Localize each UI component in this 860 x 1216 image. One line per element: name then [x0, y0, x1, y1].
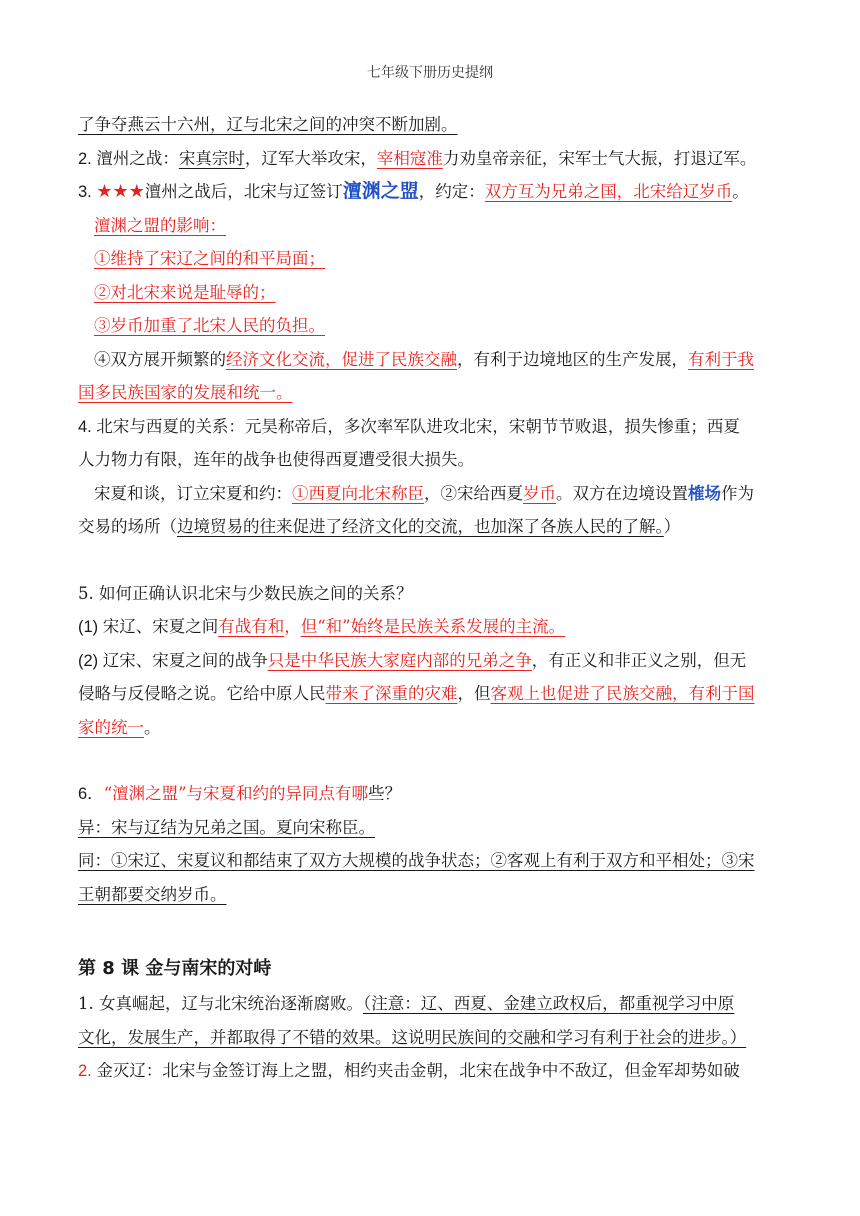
- text: 力劝皇帝亲征，宋军士气大振，打退辽军。: [442, 148, 757, 168]
- spacer: [78, 911, 786, 951]
- underlined-text: 王朝都要交纳岁币。: [78, 884, 227, 904]
- underlined-text: 宋真宗时: [178, 148, 245, 168]
- page-header: 七年级下册历史提纲: [367, 65, 493, 81]
- highlight-text: 带来了深重的灾难: [325, 684, 458, 703]
- paragraph-line: 交易的场所（边境贸易的往来促进了经济文化的交流，也加深了各族人民的了解。）: [78, 517, 681, 536]
- key-term: 榷场: [688, 483, 721, 503]
- question-5: 5. 如何正确认识北宋与少数民族之间的关系？: [78, 583, 413, 603]
- highlight-text: 有战有和: [218, 617, 285, 636]
- item-4-line: 4. 北宋与西夏的关系：元昊称帝后，多次率军队进攻北宋，宋朝节节败退，损失惨重；西夏: [78, 416, 740, 436]
- lesson-heading: 第 8 课 金与南宋的对峙: [78, 958, 272, 979]
- influence-title: 澶渊之盟的影响：: [94, 215, 226, 235]
- highlight-text: 家的统一: [78, 717, 144, 737]
- highlight-text: 经济文化交流，促进了民族交融: [226, 349, 457, 369]
- spacer: [78, 744, 786, 777]
- influence-item-continued: 国多民族国家的发展和统一。: [78, 383, 293, 402]
- document-body: [78, 108, 786, 1088]
- lesson8-line: [78, 1021, 786, 1055]
- item-number: 4.: [78, 417, 97, 436]
- underlined-text: 边境贸易的往来促进了经济文化的交流，也加深了各族人民的了解。: [177, 517, 664, 536]
- highlight-text: 客观上也促进了民族交融，有利于国: [490, 684, 755, 703]
- paragraph-line: [78, 108, 786, 142]
- text: ，约定：: [418, 182, 485, 201]
- answer-line: 家的统一。: [78, 717, 161, 737]
- answer-line: [78, 878, 786, 912]
- answer-line: [78, 844, 786, 878]
- spacer: [78, 544, 786, 577]
- item-number: 2.: [78, 149, 97, 168]
- paragraph-line: 人力物力有限，连年的战争也使得西夏遭受很大损失。: [78, 450, 474, 469]
- highlight-text: 宰相寇准: [376, 148, 443, 168]
- text: ，辽军大举攻宋，: [244, 148, 377, 168]
- text: 。: [732, 182, 749, 201]
- underlined-text: 了争夺燕云十六州，辽与北宋之间的冲突不断加剧。: [78, 115, 458, 134]
- highlight-text: 岁币: [523, 483, 556, 503]
- star-icon: ★★★: [96, 181, 145, 202]
- answer-line: 侵略与反侵略之说。它给中原人民带来了深重的灾难，但客观上也促进了民族交融，有利于国: [78, 684, 755, 703]
- lesson8-line: 2. 金灭辽：北宋与金签订海上之盟，相约夹击金朝，北宋在战争中不敌辽，但金军却势如破: [78, 1061, 740, 1080]
- influence-item: ④双方展开频繁的经济文化交流，促进了民族交融，有利于边境地区的生产发展，有利于我: [94, 349, 754, 369]
- lesson8-line: 1. 女真崛起，辽与北宋统治逐渐腐败。（注意：辽、西夏、金建立政权后，都重视学习中原: [78, 994, 735, 1013]
- answer-line: (2) 辽宋、宋夏之间的战争只是中华民族大家庭内部的兄弟之争，有正义和非正义之别，但无: [78, 650, 747, 670]
- underlined-text: 异：宋与辽结为兄弟之国。夏向宋称臣。: [78, 817, 375, 837]
- item-3-line: [78, 175, 786, 209]
- item-number: 2.: [78, 1062, 97, 1080]
- text: 澶州之战后，北宋与辽签订: [144, 182, 343, 201]
- underlined-text: （注意：辽、西夏、金建立政权后，都重视学习中原: [363, 994, 735, 1013]
- paragraph-line: 宋夏和谈，订立宋夏和约：①西夏向北宋称臣，②宋给西夏岁币。双方在边境设置榷场作为: [94, 483, 754, 503]
- underlined-text: 同：①宋辽、宋夏议和都结束了双方大规模的战争状态；②客观上有利于双方和平相处；③宋: [78, 851, 755, 870]
- underlined-text: 文化，发展生产，并都取得了不错的效果。这说明民族间的交融和学习有利于社会的进步。）: [78, 1027, 747, 1047]
- item-2-line: [78, 142, 786, 176]
- item-number: 3.: [78, 183, 97, 201]
- highlight-text: 但“和”始终是民族关系发展的主流。: [300, 617, 566, 636]
- answer-line: [78, 811, 786, 845]
- highlight-text: 双方互为兄弟之国，北宋给辽岁币: [484, 182, 733, 201]
- influence-item: ③岁币加重了北宋人民的负担。: [94, 316, 325, 335]
- highlight-text: 只是中华民族大家庭内部的兄弟之争: [267, 650, 532, 670]
- highlight-text: 有利于我: [688, 349, 754, 369]
- answer-line: (1) 宋辽、宋夏之间有战有和，但“和”始终是民族关系发展的主流。: [78, 617, 566, 636]
- influence-item: ①维持了宋辽之间的和平局面；: [94, 249, 325, 268]
- text: 澶州之战：: [96, 148, 179, 168]
- influence-item: ②对北宋来说是耻辱的；: [94, 282, 276, 302]
- key-term: 澶渊之盟: [342, 180, 419, 202]
- highlight-text: ①西夏向北宋称臣: [292, 483, 424, 503]
- question-6: 6．“澶渊之盟”与宋夏和约的异同点有哪些？: [78, 784, 402, 803]
